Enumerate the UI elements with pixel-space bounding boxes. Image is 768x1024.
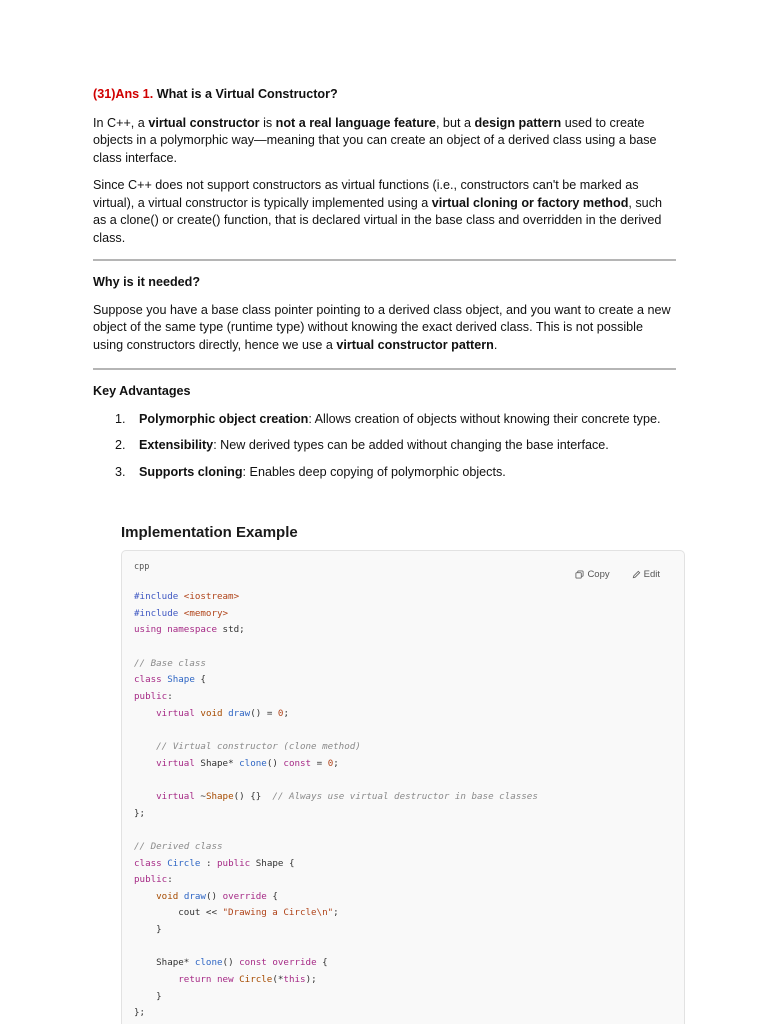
code-token: cout <<: [134, 907, 223, 919]
list-item: 3. Supports cloning: Enables deep copying of polymorphic objects.: [115, 464, 506, 479]
code-token: using: [134, 624, 168, 636]
code-token: Shape: [205, 790, 234, 802]
question-title: What is a Virtual Constructor?: [156, 87, 338, 101]
code-token: virtual: [156, 757, 201, 769]
code-line: [134, 689, 538, 706]
code-token: {: [194, 674, 206, 686]
code-token: Circle: [167, 857, 201, 869]
code-token: void: [156, 890, 184, 902]
code-token: // Derived class: [134, 840, 223, 852]
code-line: [134, 905, 538, 922]
code-line: [134, 972, 538, 989]
code-token: clone: [194, 957, 223, 969]
code-line: [134, 606, 538, 623]
code-token: clone: [239, 757, 267, 769]
why-heading: Why is it needed?: [93, 275, 201, 289]
code-token: }: [134, 924, 162, 936]
code-line: [134, 955, 538, 972]
code-token: std;: [222, 624, 245, 636]
code-line: [134, 656, 538, 673]
code-line: [134, 672, 538, 689]
code-token: :: [167, 874, 173, 886]
why-paragraph: Suppose you have a base class pointer pointing to a derived class object, and you want to create a new object of the same type (runtime type) without knowing the exact derived class. This is not possible using constructors directly, hence we use a virtual constructor pattern.: [93, 302, 671, 352]
code-token: };: [134, 807, 146, 819]
code-token: override: [272, 957, 317, 969]
code-token: (): [205, 890, 223, 902]
pencil-icon: [632, 570, 641, 579]
code-token: =: [311, 757, 328, 769]
code-line: [134, 872, 538, 889]
code-token: ;: [333, 907, 339, 919]
code-toolbar: [575, 566, 660, 584]
code-line: [134, 722, 538, 739]
code-token: // Virtual constructor (clone method): [156, 740, 361, 752]
section-divider: [93, 259, 676, 261]
code-token: ~: [200, 790, 206, 802]
code-line: [134, 789, 538, 806]
code-token: [134, 741, 156, 752]
code-token: namespace: [167, 624, 223, 636]
question-heading: [93, 86, 676, 104]
code-line: [134, 939, 538, 956]
code-token: () =: [250, 707, 278, 719]
code-token: [134, 791, 156, 802]
code-token: class: [134, 857, 168, 869]
copy-button[interactable]: [575, 566, 609, 584]
code-token: {: [316, 957, 328, 969]
code-token: public: [217, 857, 256, 869]
question-number: (31)Ans 1.: [93, 87, 154, 101]
code-token: virtual: [156, 707, 201, 719]
code-token: Shape*: [134, 957, 195, 969]
code-token: #include: [134, 607, 184, 619]
code-token: 0: [277, 707, 284, 719]
code-token: Shape: [167, 674, 195, 686]
code-token: return: [178, 974, 217, 986]
code-token: const: [239, 957, 273, 969]
code-line: [134, 922, 538, 939]
copy-icon: [575, 570, 584, 579]
code-token: draw: [228, 707, 251, 719]
code-token: draw: [183, 890, 206, 902]
code-line: [134, 1005, 538, 1022]
code-token: };: [134, 1007, 146, 1019]
list-item: 1. Polymorphic object creation: Allows creation of objects without knowing their concrete type.: [115, 411, 661, 426]
code-line: [134, 806, 538, 823]
code-token: // Base class: [134, 657, 206, 669]
code-token: new: [217, 974, 240, 986]
code-token: Circle: [239, 974, 273, 986]
code-line: [134, 839, 538, 856]
code-line: [134, 589, 538, 606]
code-token: Shape {: [255, 857, 295, 869]
code-token: [134, 758, 156, 769]
code-token: () {}: [233, 790, 273, 802]
code-line: [134, 889, 538, 906]
code-line: [134, 856, 538, 873]
code-token: (): [266, 757, 284, 769]
section-divider: [93, 368, 676, 370]
code-token: override: [222, 890, 267, 902]
code-line: [134, 822, 538, 839]
advantages-list: [115, 411, 676, 482]
code-token: // Always use virtual destructor in base classes: [272, 790, 538, 802]
code-token: this: [283, 974, 306, 986]
code-content: [134, 589, 538, 1022]
list-item: 2. Extensibility: New derived types can be added without changing the base interface.: [115, 438, 609, 452]
code-line: [134, 622, 538, 639]
code-line: [134, 772, 538, 789]
code-token: ;: [333, 757, 339, 769]
code-token: }: [134, 990, 162, 1002]
code-token: <memory>: [183, 607, 229, 619]
code-token: (): [222, 957, 240, 969]
code-token: :: [167, 690, 173, 702]
code-token: [134, 891, 156, 902]
code-token: 0: [327, 757, 334, 769]
code-token: class: [134, 674, 168, 686]
intro-paragraph: In C++, a virtual constructor is not a real language feature, but a design pattern used to create objects in a polymorphic way—meaning that you can create an object of a derived class using a base class interface.: [93, 115, 657, 165]
code-token: #include: [134, 591, 184, 602]
code-token: public: [134, 690, 168, 702]
code-token: <iostream>: [183, 591, 240, 602]
edit-label: Edit: [643, 569, 660, 580]
implementation-title: Implementation Example: [121, 524, 298, 541]
code-token: (*: [272, 974, 284, 986]
code-token: [134, 974, 178, 985]
code-token: );: [305, 974, 317, 986]
code-token: public: [134, 874, 168, 886]
code-language-label: cpp: [134, 562, 150, 572]
code-token: {: [266, 890, 278, 902]
advantages-heading: Key Advantages: [93, 384, 191, 398]
code-token: const: [283, 757, 312, 769]
code-token: void: [200, 707, 229, 719]
code-line: [134, 739, 538, 756]
code-token: :: [200, 857, 218, 869]
code-token: Shape*: [200, 757, 240, 769]
edit-button[interactable]: [632, 566, 660, 584]
code-line: [134, 706, 538, 723]
code-line: [134, 756, 538, 773]
code-token: [134, 708, 156, 719]
code-line: [134, 989, 538, 1006]
code-line: [134, 639, 538, 656]
code-token: "Drawing a Circle\n": [222, 907, 334, 919]
copy-label: Copy: [587, 569, 610, 580]
code-token: ;: [283, 707, 289, 719]
second-paragraph: Since C++ does not support constructors as virtual functions (i.e., constructors can't be marked as virtual), a virtual constructor is typically implemented using a virtual cloning or factory method, such as a clone() or create() function, that is declared virtual in the base class and overridden in the derived class.: [93, 178, 662, 245]
code-block: [121, 550, 685, 1024]
code-token: virtual: [156, 790, 201, 802]
document-body: [93, 86, 676, 490]
